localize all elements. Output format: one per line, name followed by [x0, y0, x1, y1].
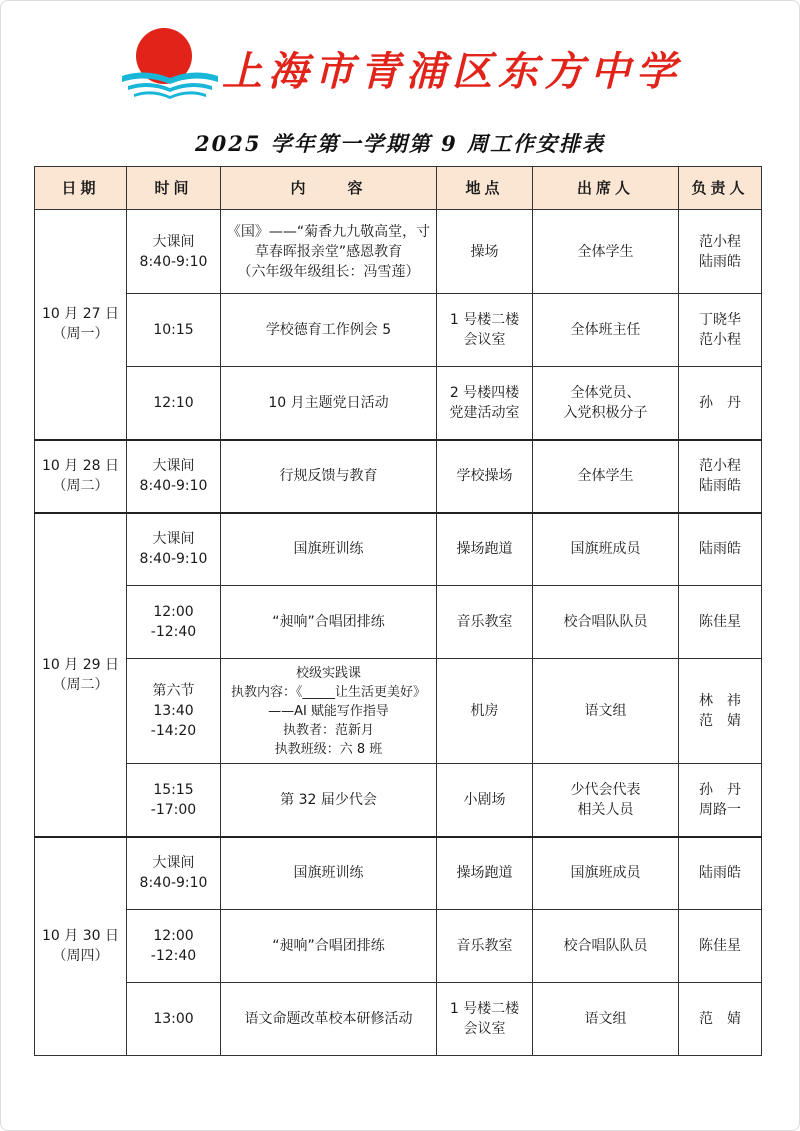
school-name: 上海市青浦区东方中学 — [222, 48, 682, 95]
lead-cell: 陈佳星 — [679, 910, 762, 983]
table-header-row — [35, 167, 762, 210]
lead-cell: 孙 丹 周路一 — [679, 764, 762, 837]
place-cell: 操场 — [437, 210, 533, 294]
lead-cell: 丁晓华 范小程 — [679, 294, 762, 367]
attendees-cell: 校合唱队队员 — [533, 910, 679, 983]
time-cell: 12:10 — [127, 367, 221, 440]
attendees-cell: 全体党员、 入党积极分子 — [533, 367, 679, 440]
attendees-cell: 国旗班成员 — [533, 513, 679, 586]
schedule-table — [34, 166, 762, 1056]
time-cell: 12:00 -12:40 — [127, 586, 221, 659]
table-row — [35, 367, 762, 440]
table-row — [35, 837, 762, 910]
place-cell: 机房 — [437, 659, 533, 764]
content-cell: 国旗班训练 — [221, 513, 437, 586]
date-cell: 10 月 28 日 （周二） — [35, 440, 127, 513]
time-cell: 12:00 -12:40 — [127, 910, 221, 983]
content-cell: 《国》——“菊香九九敬高堂，寸草春晖报亲堂”感恩教育 （六年级年级组长：冯雪莲） — [221, 210, 437, 294]
content-cell: “昶响”合唱团排练 — [221, 910, 437, 983]
col-header-time: 时间 — [127, 167, 221, 210]
col-header-content: 内 容 — [221, 167, 437, 210]
attendees-cell: 校合唱队队员 — [533, 586, 679, 659]
place-cell: 小剧场 — [437, 764, 533, 837]
place-cell: 1 号楼二楼 会议室 — [437, 983, 533, 1056]
lead-cell: 陆雨皓 — [679, 837, 762, 910]
attendees-cell: 语文组 — [533, 659, 679, 764]
content-cell: “昶响”合唱团排练 — [221, 586, 437, 659]
time-cell: 15:15 -17:00 — [127, 764, 221, 837]
lead-cell: 陈佳星 — [679, 586, 762, 659]
time-cell: 大课间 8:40-9:10 — [127, 210, 221, 294]
table-row — [35, 910, 762, 983]
place-cell: 操场跑道 — [437, 513, 533, 586]
lead-cell: 范 婧 — [679, 983, 762, 1056]
time-cell: 第六节 13:40 -14:20 — [127, 659, 221, 764]
attendees-cell: 全体班主任 — [533, 294, 679, 367]
place-cell: 2 号楼四楼 党建活动室 — [437, 367, 533, 440]
content-cell: 国旗班训练 — [221, 837, 437, 910]
lead-cell: 陆雨皓 — [679, 513, 762, 586]
time-cell: 13:00 — [127, 983, 221, 1056]
content-cell: 行规反馈与教育 — [221, 440, 437, 513]
attendees-cell: 国旗班成员 — [533, 837, 679, 910]
content-cell: 语文命题改革校本研修活动 — [221, 983, 437, 1056]
time-cell: 大课间 8:40-9:10 — [127, 513, 221, 586]
lead-cell: 孙 丹 — [679, 367, 762, 440]
attendees-cell: 少代会代表 相关人员 — [533, 764, 679, 837]
place-cell: 1 号楼二楼 会议室 — [437, 294, 533, 367]
content-cell: 学校德育工作例会 5 — [221, 294, 437, 367]
table-row — [35, 513, 762, 586]
attendees-cell: 全体学生 — [533, 210, 679, 294]
lead-cell: 范小程 陆雨皓 — [679, 440, 762, 513]
table-row — [35, 294, 762, 367]
table-row — [35, 764, 762, 837]
date-cell: 10 月 27 日 （周一） — [35, 210, 127, 440]
place-cell: 音乐教室 — [437, 586, 533, 659]
lead-cell: 范小程 陆雨皓 — [679, 210, 762, 294]
content-cell: 校级实践课 执教内容：《_____让生活更美好》——AI 赋能写作指导 执教者：范新月 执教班级：六 8 班 — [221, 659, 437, 764]
school-logo — [120, 26, 220, 100]
col-header-date: 日期 — [35, 167, 127, 210]
time-cell: 大课间 8:40-9:10 — [127, 440, 221, 513]
col-header-attendees: 出席人 — [533, 167, 679, 210]
content-cell: 第 32 届少代会 — [221, 764, 437, 837]
content-cell: 10 月主题党日活动 — [221, 367, 437, 440]
time-cell: 10:15 — [127, 294, 221, 367]
table-row — [35, 659, 762, 764]
col-header-lead: 负责人 — [679, 167, 762, 210]
table-row — [35, 586, 762, 659]
col-header-place: 地点 — [437, 167, 533, 210]
lead-cell: 林 祎 范 婧 — [679, 659, 762, 764]
table-row — [35, 440, 762, 513]
page-title: 2025 学年第一学期第 9 周工作安排表 — [195, 131, 605, 156]
attendees-cell: 全体学生 — [533, 440, 679, 513]
table-row — [35, 983, 762, 1056]
table-row — [35, 210, 762, 294]
place-cell: 操场跑道 — [437, 837, 533, 910]
time-cell: 大课间 8:40-9:10 — [127, 837, 221, 910]
place-cell: 学校操场 — [437, 440, 533, 513]
date-cell: 10 月 30 日 （周四） — [35, 837, 127, 1056]
date-cell: 10 月 29 日 （周二） — [35, 513, 127, 837]
place-cell: 音乐教室 — [437, 910, 533, 983]
attendees-cell: 语文组 — [533, 983, 679, 1056]
